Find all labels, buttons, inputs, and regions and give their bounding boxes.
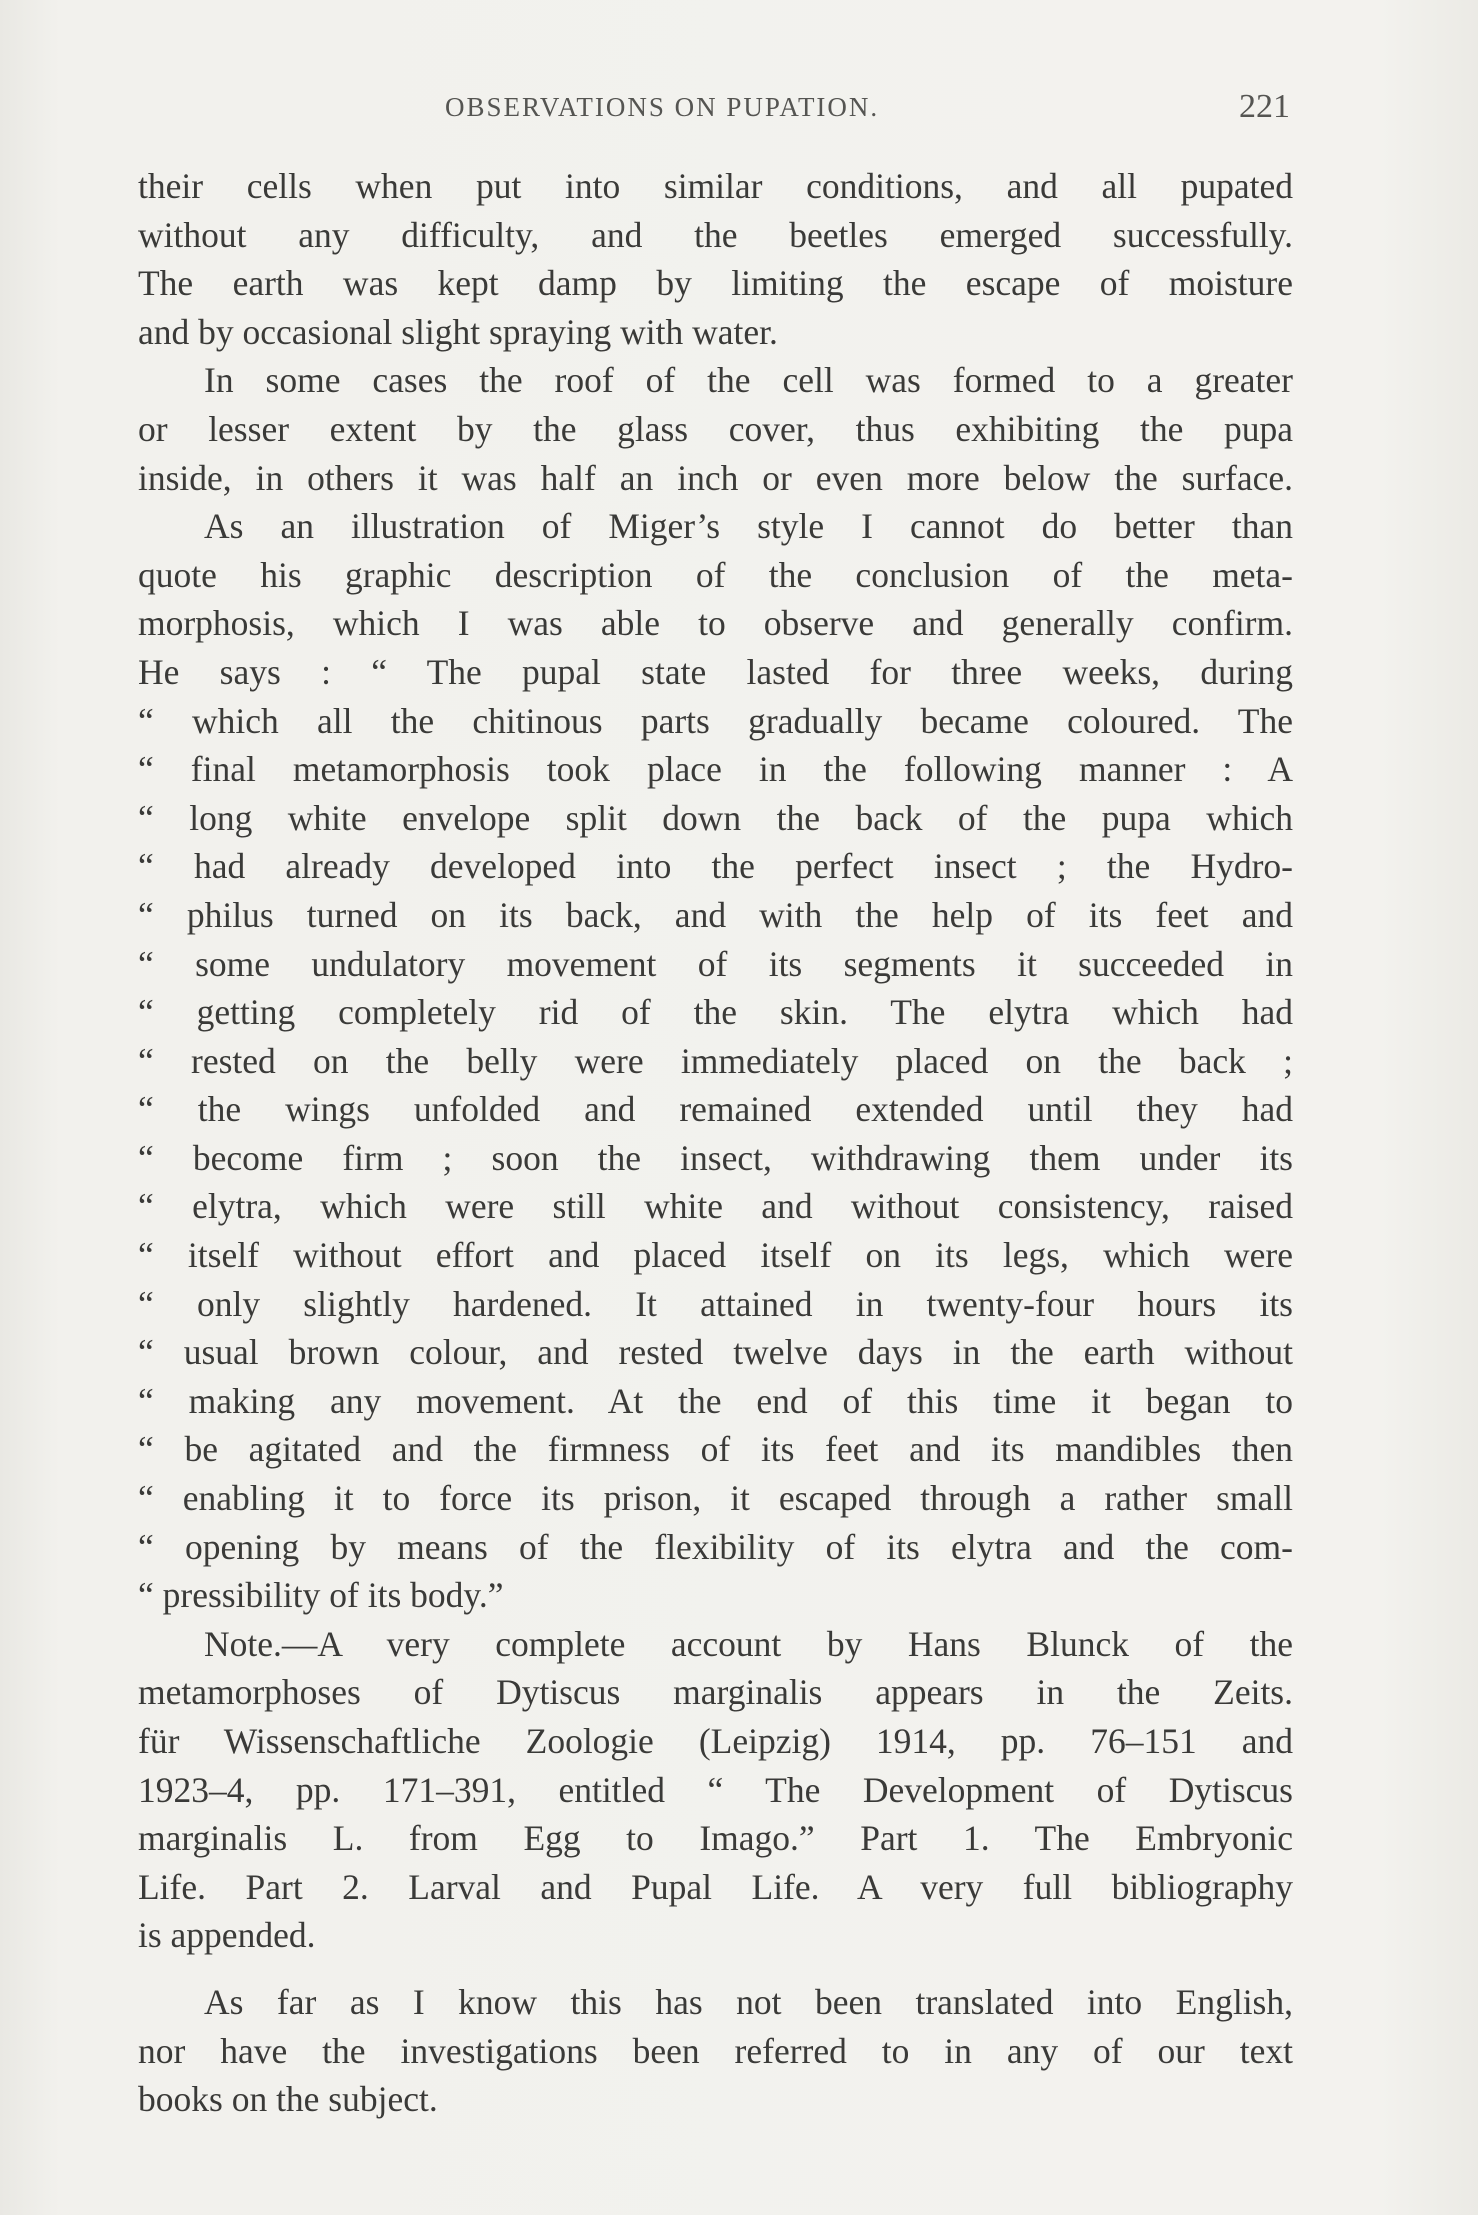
text-line: “ opening by means of the flexibility of its elytra and the com- <box>138 1526 1293 1567</box>
text-line: “ making any movement. At the end of this time it began to <box>138 1380 1293 1421</box>
text-line: As an illustration of Miger’s style I cannot do better than <box>204 506 1293 547</box>
text-line: “ philus turned on its back, and with the help of its feet and <box>138 894 1293 935</box>
text-line: “ be agitated and the firmness of its feet and its mandibles then <box>138 1429 1293 1470</box>
body-text <box>138 162 1293 2124</box>
text-line: “ usual brown colour, and rested twelve days in the earth without <box>138 1332 1293 1373</box>
text-line: quote his graphic description of the conclusion of the meta- <box>138 554 1293 595</box>
text-line: is appended. <box>138 1915 316 1956</box>
text-line: He says : “ The pupal state lasted for three weeks, during <box>138 651 1293 692</box>
text-line: “ pressibility of its body.” <box>138 1575 504 1616</box>
text-line: morphosis, which I was able to observe and generally confirm. <box>138 603 1293 644</box>
text-line: without any difficulty, and the beetles emerged successfully. <box>138 214 1293 255</box>
text-line: 1923–4, pp. 171–391, entitled “ The Development of Dytiscus <box>138 1769 1293 1810</box>
text-line: “ final metamorphosis took place in the following manner : A <box>138 749 1293 790</box>
text-line: and by occasional slight spraying with water. <box>138 311 778 352</box>
text-line: “ rested on the belly were immediately placed on the back ; <box>138 1040 1293 1081</box>
text-line: books on the subject. <box>138 2079 438 2120</box>
text-line: “ had already developed into the perfect insect ; the Hydro- <box>138 846 1293 887</box>
text-line: “ some undulatory movement of its segments it succeeded in <box>138 943 1293 984</box>
text-line: Note.—A very complete account by Hans Blunck of the <box>204 1623 1293 1664</box>
text-line: für Wissenschaftliche Zoologie (Leipzig) 1914, pp. 76–151 and <box>138 1721 1293 1761</box>
text-line: or lesser extent by the glass cover, thus exhibiting the pupa <box>138 408 1293 449</box>
running-head <box>140 88 1290 132</box>
text-line: “ only slightly hardened. It attained in twenty-four hours its <box>138 1283 1293 1324</box>
text-line: “ itself without effort and placed itself on its legs, which were <box>138 1235 1293 1276</box>
text-line: “ enabling it to force its prison, it escaped through a rather small <box>138 1478 1293 1519</box>
text-line: nor have the investigations been referred to in any of our text <box>138 2030 1293 2071</box>
text-line: As far as I know this has not been translated into English, <box>204 1981 1293 2022</box>
page-number: 221 <box>1239 88 1290 125</box>
text-line: “ become firm ; soon the insect, withdrawing them under its <box>138 1137 1293 1178</box>
text-line: inside, in others it was half an inch or even more below the surface. <box>138 457 1293 498</box>
text-line: “ getting completely rid of the skin. The elytra which had <box>138 992 1293 1033</box>
paragraph-gap <box>138 1960 1293 1978</box>
text-line: “ long white envelope split down the back of the pupa which <box>138 797 1293 838</box>
text-line: marginalis L. from Egg to Imago.” Part 1. The Embryonic <box>138 1818 1293 1859</box>
text-line: The earth was kept damp by limiting the escape of moisture <box>138 263 1293 304</box>
text-line: In some cases the roof of the cell was formed to a greater <box>204 360 1293 401</box>
running-title: OBSERVATIONS ON PUPATION. <box>445 92 880 122</box>
text-line: “ elytra, which were still white and without consistency, raised <box>138 1186 1293 1227</box>
text-line: Life. Part 2. Larval and Pupal Life. A very full bibliography <box>138 1866 1293 1907</box>
text-line: their cells when put into similar conditions, and all pupated <box>138 166 1293 206</box>
text-line: “ which all the chitinous parts gradually became coloured. The <box>138 700 1293 741</box>
text-line: metamorphoses of Dytiscus marginalis appears in the Zeits. <box>138 1672 1293 1713</box>
text-line: “ the wings unfolded and remained extended until they had <box>138 1089 1293 1130</box>
